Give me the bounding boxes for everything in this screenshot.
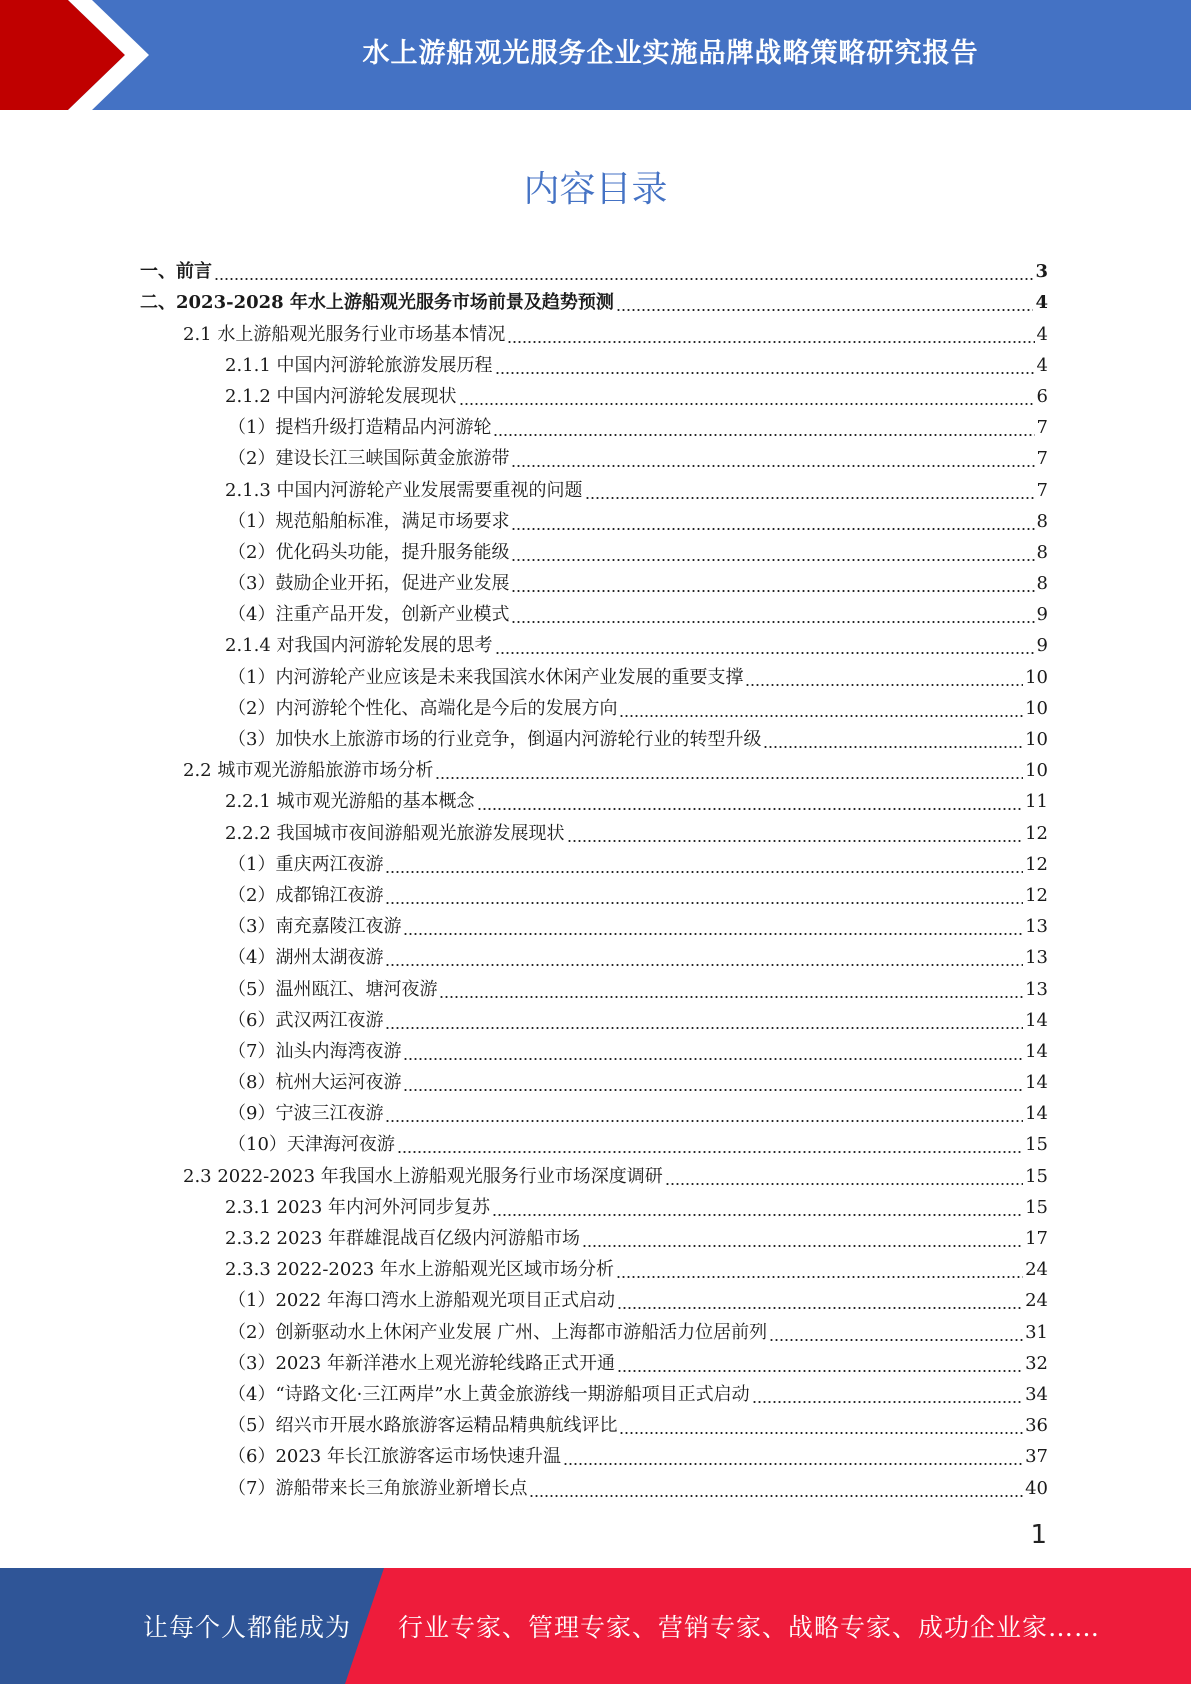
toc-entry-label: 2.1.2 中国内河游轮发展现状 xyxy=(225,385,457,407)
toc-dot-leader xyxy=(763,727,1023,753)
toc-heading: 内容目录 xyxy=(523,169,668,210)
toc-dot-leader xyxy=(617,1288,1023,1314)
toc-entry-page: 15 xyxy=(1025,1196,1048,1218)
toc-dot-leader xyxy=(752,1382,1024,1408)
toc-dot-leader xyxy=(511,509,1034,535)
toc-entry-label: （4）湖州太湖夜游 xyxy=(228,947,384,969)
toc-entry-label: 2.1 水上游船观光服务行业市场基本情况 xyxy=(183,323,506,345)
toc-entry-page: 8 xyxy=(1036,510,1048,532)
toc-dot-leader xyxy=(492,1195,1023,1221)
toc-dot-leader xyxy=(493,415,1034,441)
toc-entry-label: （1）内河游轮产业应该是未来我国滨水休闲产业发展的重要支撑 xyxy=(228,666,744,688)
toc-entry[interactable] xyxy=(0,472,1191,503)
toc-entry-label: （3）加快水上旅游市场的行业竞争，倒逼内河游轮行业的转型升级 xyxy=(228,729,762,750)
toc-entry[interactable] xyxy=(0,1470,1191,1501)
toc-entry-label: 2.3 2022-2023 年我国水上游船观光服务行业市场深度调研 xyxy=(183,1165,663,1187)
toc-entry-label: （1）重庆两江夜游 xyxy=(228,853,384,875)
toc-entry-label: 2.3.1 2023 年内河外河同步复苏 xyxy=(225,1196,491,1218)
toc-entry-label: （6）2023 年长江旅游客运市场快速升温 xyxy=(228,1446,561,1468)
toc-entry-page: 9 xyxy=(1036,635,1048,657)
toc-entry[interactable] xyxy=(0,1127,1191,1158)
toc-entry-label: 2.2.2 我国城市夜间游船观光旅游发展现状 xyxy=(225,822,565,844)
toc-dot-leader xyxy=(511,571,1034,597)
toc-entry-label: （7）汕头内海湾夜游 xyxy=(228,1040,402,1062)
toc-dot-leader xyxy=(511,446,1034,472)
toc-entry[interactable] xyxy=(0,971,1191,1002)
toc-entry-label: （3）鼓励企业开拓，促进产业发展 xyxy=(228,573,510,595)
toc-entry[interactable] xyxy=(0,1221,1191,1252)
toc-entry-label: （5）温州瓯江、塘河夜游 xyxy=(228,978,438,1000)
toc-dot-leader xyxy=(616,290,1034,316)
toc-dot-leader xyxy=(403,1070,1023,1096)
toc-dot-leader xyxy=(439,977,1023,1003)
toc-entry-page: 12 xyxy=(1025,822,1048,844)
toc-dot-leader xyxy=(385,945,1023,971)
toc-dot-leader xyxy=(397,1132,1023,1158)
footer-banner xyxy=(0,1568,1191,1684)
table-of-contents xyxy=(0,254,1191,1502)
toc-entry-label: （1）2022 年海口湾水上游船观光项目正式启动 xyxy=(228,1290,615,1312)
toc-entry-page: 31 xyxy=(1025,1321,1048,1343)
toc-entry[interactable] xyxy=(0,316,1191,347)
toc-entry-label: （2）创新驱动水上休闲产业发展 广州、上海都市游船活力位居前列 xyxy=(228,1321,768,1343)
toc-dot-leader xyxy=(616,1257,1023,1283)
toc-entry-label: （4）“诗路文化·三江两岸”水上黄金旅游线一期游船项目正式启动 xyxy=(228,1383,750,1405)
toc-dot-leader xyxy=(582,1226,1023,1252)
toc-entry-label: （3）2023 年新洋港水上观光游轮线路正式开通 xyxy=(228,1352,615,1374)
toc-dot-leader xyxy=(459,384,1035,410)
toc-entry[interactable] xyxy=(0,1408,1191,1439)
toc-entry[interactable] xyxy=(0,628,1191,659)
toc-dot-leader xyxy=(563,1444,1023,1470)
toc-entry-label: （1）提档升级打造精品内河游轮 xyxy=(228,417,492,439)
toc-entry-page: 13 xyxy=(1025,978,1048,1000)
toc-entry[interactable] xyxy=(0,784,1191,815)
toc-entry[interactable] xyxy=(0,1377,1191,1408)
toc-entry-page: 10 xyxy=(1025,697,1048,719)
header-banner xyxy=(0,0,1191,110)
toc-entry-label: 二、2023-2028 年水上游船观光服务市场前景及趋势预测 xyxy=(140,292,614,314)
toc-entry[interactable] xyxy=(0,566,1191,597)
toc-entry-label: （2）内河游轮个性化、高端化是今后的发展方向 xyxy=(228,697,618,719)
toc-dot-leader xyxy=(385,1008,1023,1034)
page-number: 1 xyxy=(1030,1520,1047,1550)
toc-entry[interactable] xyxy=(0,659,1191,690)
toc-entry-page: 7 xyxy=(1036,448,1048,470)
toc-entry-page: 14 xyxy=(1025,1103,1048,1125)
toc-dot-leader xyxy=(435,758,1023,784)
toc-dot-leader xyxy=(385,852,1023,878)
toc-entry-page: 13 xyxy=(1025,947,1048,969)
toc-dot-leader xyxy=(619,1413,1023,1439)
toc-entry[interactable] xyxy=(0,535,1191,566)
toc-entry[interactable] xyxy=(0,410,1191,441)
toc-entry-page: 3 xyxy=(1035,261,1048,283)
toc-entry[interactable] xyxy=(0,1065,1191,1096)
toc-entry-page: 10 xyxy=(1025,666,1048,688)
toc-entry[interactable] xyxy=(0,1314,1191,1345)
toc-entry[interactable] xyxy=(0,1346,1191,1377)
toc-entry-label: 2.1.3 中国内河游轮产业发展需要重视的问题 xyxy=(225,479,583,501)
toc-entry-page: 36 xyxy=(1025,1415,1048,1437)
toc-dot-leader xyxy=(617,1351,1023,1377)
toc-entry-page: 15 xyxy=(1025,1134,1048,1156)
toc-dot-leader xyxy=(507,322,1034,348)
toc-entry[interactable] xyxy=(0,691,1191,722)
toc-entry-label: （5）绍兴市开展水路旅游客运精品精典航线评比 xyxy=(228,1415,618,1437)
toc-dot-leader xyxy=(477,789,1024,815)
toc-entry[interactable] xyxy=(0,1096,1191,1127)
toc-entry[interactable] xyxy=(0,878,1191,909)
toc-entry-label: （8）杭州大运河夜游 xyxy=(228,1072,402,1094)
toc-entry[interactable] xyxy=(0,1158,1191,1189)
toc-entry-page: 15 xyxy=(1025,1165,1048,1187)
toc-entry-label: （6）武汉两江夜游 xyxy=(228,1009,384,1031)
toc-dot-leader xyxy=(585,478,1035,504)
toc-entry[interactable] xyxy=(0,940,1191,971)
footer-slogan-left: 让每个人都能成为 xyxy=(143,1613,352,1642)
toc-entry-page: 4 xyxy=(1036,354,1048,376)
toc-dot-leader xyxy=(769,1320,1023,1346)
toc-dot-leader xyxy=(529,1476,1023,1502)
toc-dot-leader xyxy=(495,353,1035,379)
toc-entry-page: 7 xyxy=(1036,417,1048,439)
toc-entry[interactable] xyxy=(0,1190,1191,1221)
toc-dot-leader xyxy=(511,602,1034,628)
toc-entry-page: 17 xyxy=(1025,1228,1048,1249)
toc-entry-page: 24 xyxy=(1025,1290,1048,1312)
toc-entry-page: 10 xyxy=(1025,760,1048,782)
toc-entry-label: （9）宁波三江夜游 xyxy=(228,1103,384,1125)
toc-entry-page: 34 xyxy=(1025,1383,1048,1405)
toc-entry-page: 32 xyxy=(1025,1352,1048,1374)
toc-entry-label: 2.3.2 2023 年群雄混战百亿级内河游船市场 xyxy=(225,1228,581,1249)
toc-dot-leader xyxy=(619,696,1023,722)
toc-dot-leader xyxy=(665,1164,1023,1190)
toc-entry-page: 8 xyxy=(1036,573,1048,595)
toc-entry-page: 6 xyxy=(1036,385,1048,407)
toc-entry-label: （7）游船带来长三角旅游业新增长点 xyxy=(228,1477,528,1499)
toc-entry-page: 14 xyxy=(1025,1040,1048,1062)
toc-entry-page: 4 xyxy=(1035,292,1048,314)
toc-entry-page: 14 xyxy=(1025,1072,1048,1094)
toc-entry[interactable] xyxy=(0,348,1191,379)
toc-entry-page: 12 xyxy=(1025,884,1048,906)
toc-entry[interactable] xyxy=(0,1283,1191,1314)
toc-entry-label: （2）建设长江三峡国际黄金旅游带 xyxy=(228,448,510,470)
toc-entry-label: （3）南充嘉陵江夜游 xyxy=(228,916,402,938)
toc-entry[interactable] xyxy=(0,909,1191,940)
toc-entry-label: 2.2.1 城市观光游船的基本概念 xyxy=(225,791,475,813)
toc-entry-label: （2）成都锦江夜游 xyxy=(228,884,384,906)
toc-entry-label: 2.3.3 2022-2023 年水上游船观光区域市场分析 xyxy=(225,1259,614,1281)
header-red-chevron xyxy=(0,0,170,110)
toc-entry-page: 11 xyxy=(1025,791,1048,813)
report-title: 水上游船观光服务企业实施品牌战略策略研究报告 xyxy=(362,37,979,69)
toc-dot-leader xyxy=(385,883,1023,909)
toc-entry-page: 9 xyxy=(1036,604,1048,626)
toc-entry[interactable] xyxy=(0,1439,1191,1470)
toc-entry-label: （4）注重产品开发，创新产业模式 xyxy=(228,604,510,626)
toc-entry[interactable] xyxy=(0,815,1191,846)
toc-entry-page: 13 xyxy=(1025,916,1048,938)
toc-entry[interactable] xyxy=(0,1034,1191,1065)
toc-entry-label: （10）天津海河夜游 xyxy=(228,1134,395,1156)
toc-entry[interactable] xyxy=(0,504,1191,535)
footer-slogan-right: 行业专家、管理专家、营销专家、战略专家、成功企业家…… xyxy=(398,1613,1101,1642)
toc-dot-leader xyxy=(745,665,1023,691)
toc-entry-page: 40 xyxy=(1025,1477,1048,1499)
toc-entry[interactable] xyxy=(0,847,1191,878)
toc-entry[interactable] xyxy=(0,722,1191,753)
toc-entry-page: 12 xyxy=(1025,853,1048,875)
toc-entry-label: 2.1.4 对我国内河游轮发展的思考 xyxy=(225,635,493,657)
toc-entry[interactable] xyxy=(0,1003,1191,1034)
toc-entry[interactable] xyxy=(0,1252,1191,1283)
toc-entry-label: 一、前言 xyxy=(140,261,212,283)
toc-entry-page: 37 xyxy=(1025,1446,1048,1468)
toc-dot-leader xyxy=(511,540,1034,566)
toc-entry-page: 24 xyxy=(1025,1259,1048,1281)
toc-dot-leader xyxy=(403,1039,1023,1065)
toc-entry-label: 2.2 城市观光游船旅游市场分析 xyxy=(183,760,434,782)
toc-entry[interactable] xyxy=(0,254,1191,285)
toc-dot-leader xyxy=(403,914,1023,940)
toc-entry-page: 4 xyxy=(1036,323,1048,345)
toc-dot-leader xyxy=(495,633,1035,659)
toc-entry-label: 2.1.1 中国内河游轮旅游发展历程 xyxy=(225,354,493,376)
toc-entry[interactable] xyxy=(0,285,1191,316)
toc-entry-page: 10 xyxy=(1025,729,1048,750)
toc-entry-label: （2）优化码头功能，提升服务能级 xyxy=(228,541,510,563)
toc-entry[interactable] xyxy=(0,379,1191,410)
toc-dot-leader xyxy=(214,259,1033,285)
toc-entry-page: 8 xyxy=(1036,541,1048,563)
toc-dot-leader xyxy=(567,821,1024,847)
toc-entry[interactable] xyxy=(0,441,1191,472)
toc-dot-leader xyxy=(385,1101,1023,1127)
toc-entry[interactable] xyxy=(0,597,1191,628)
toc-entry-page: 14 xyxy=(1025,1009,1048,1031)
toc-entry[interactable] xyxy=(0,753,1191,784)
toc-entry-label: （1）规范船舶标准，满足市场要求 xyxy=(228,510,510,532)
toc-entry-page: 7 xyxy=(1036,479,1048,501)
